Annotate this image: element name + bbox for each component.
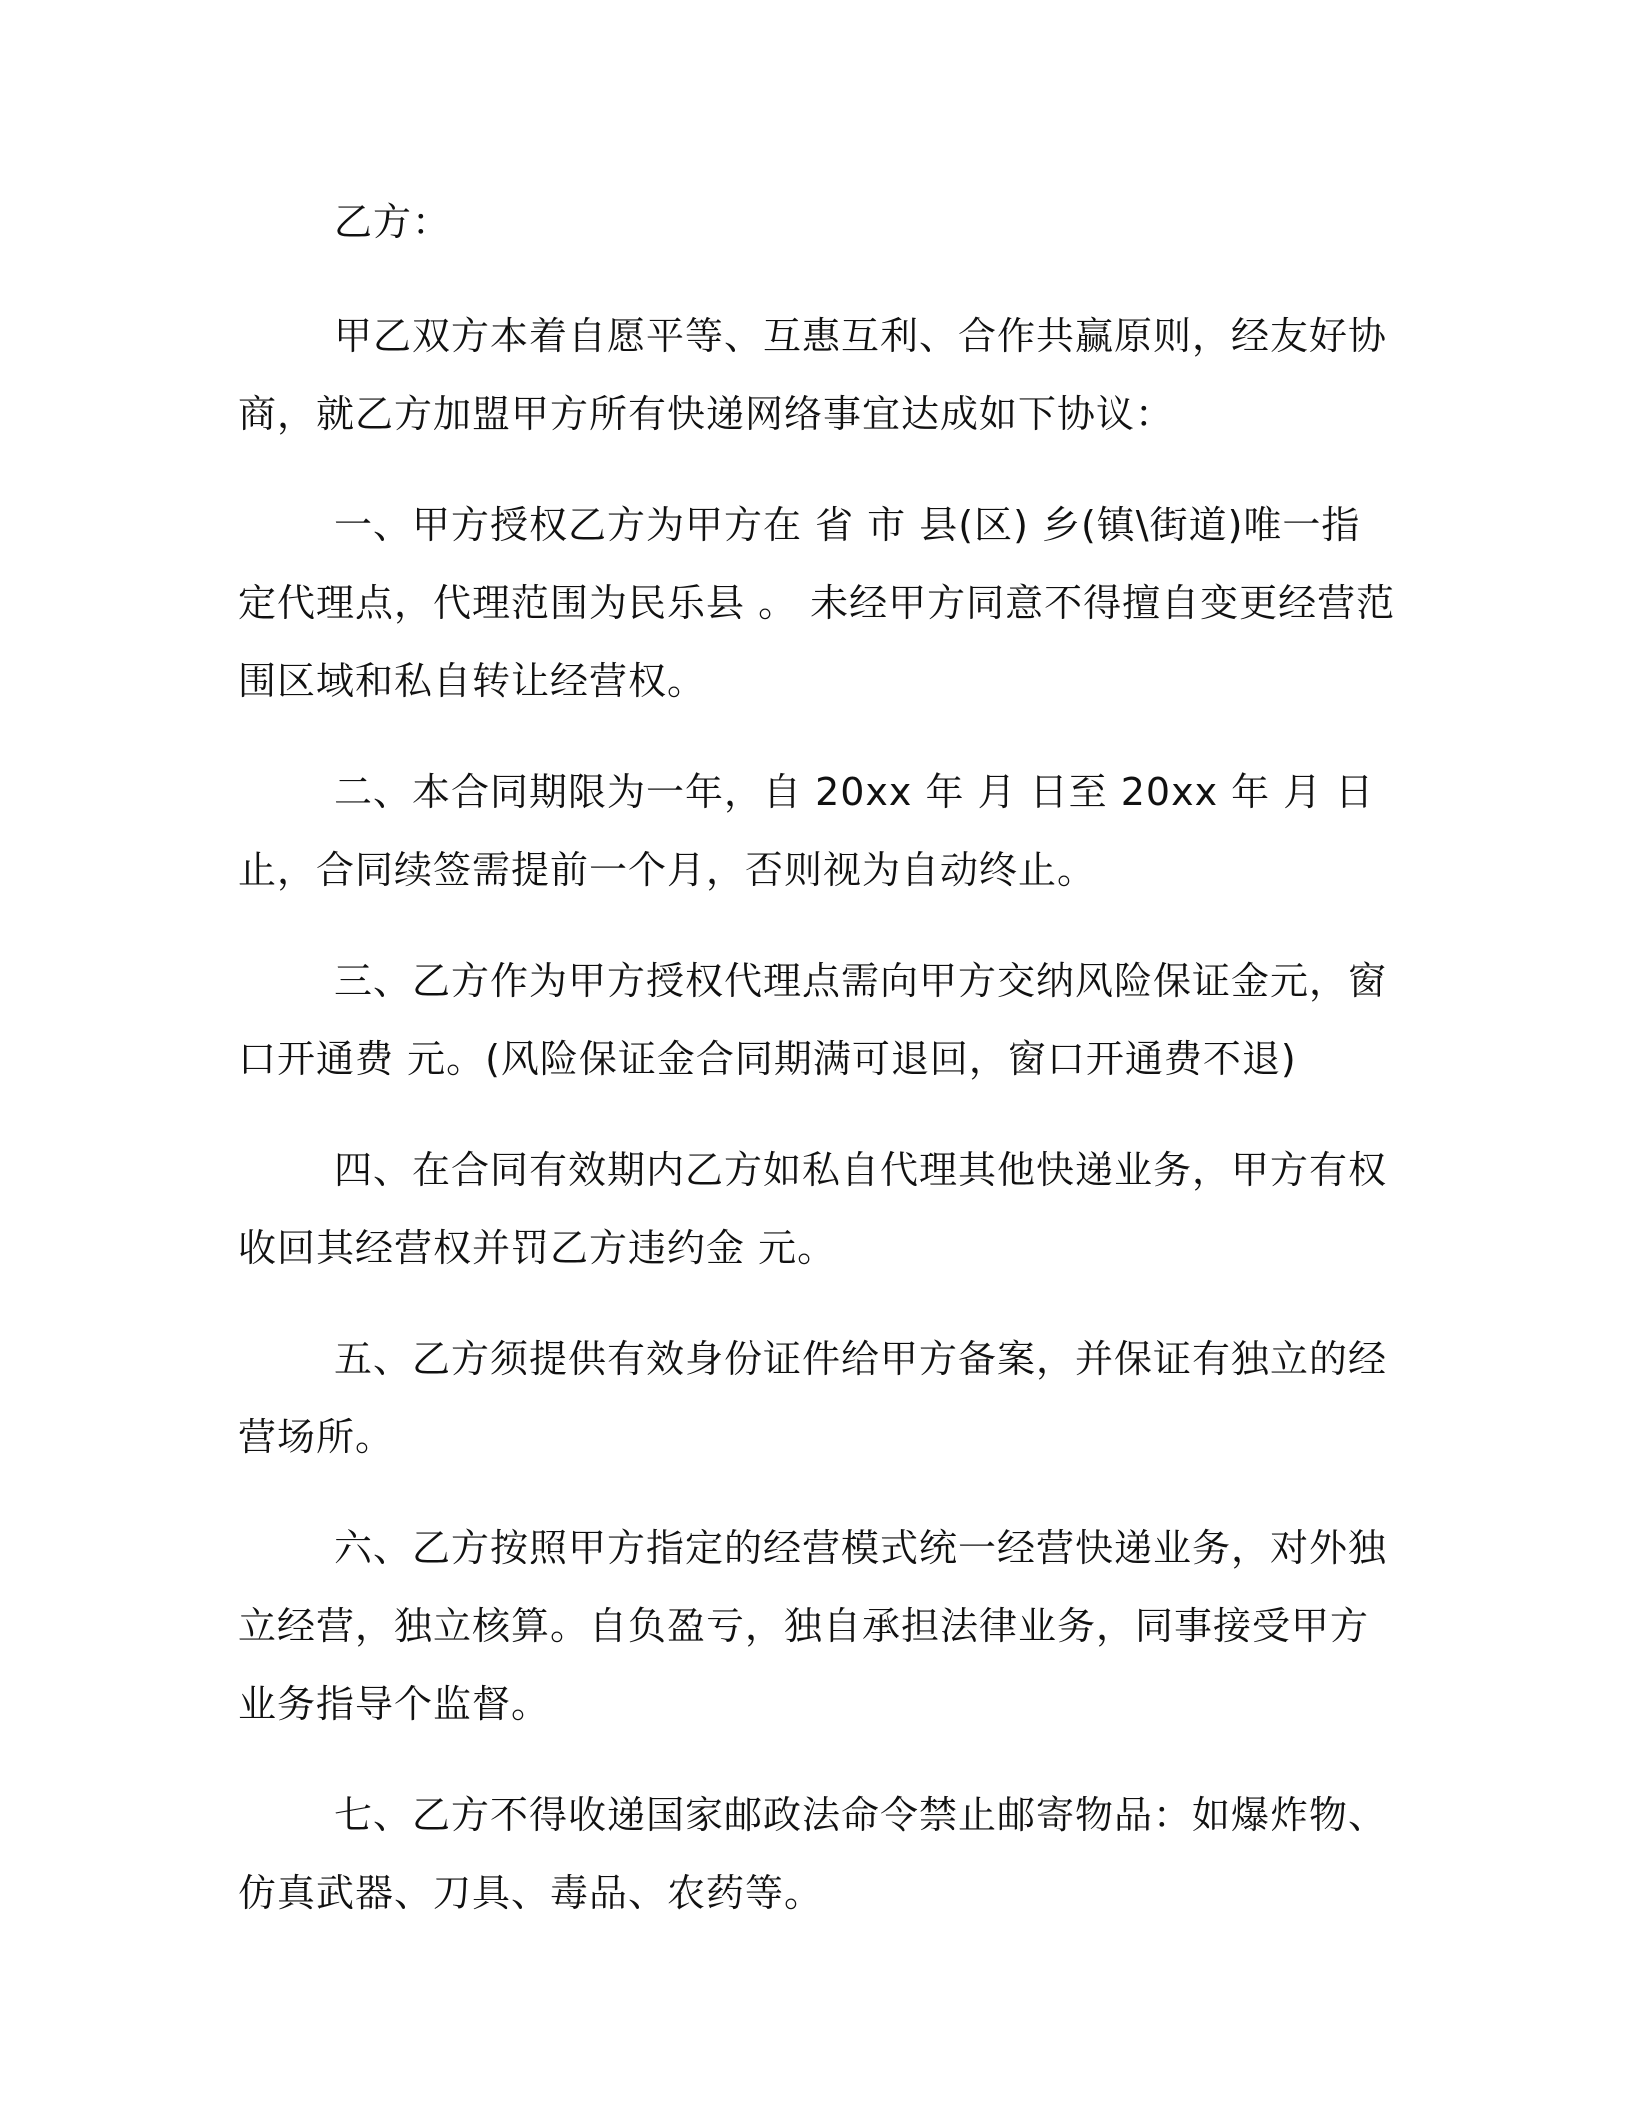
clause-7: 七、乙方不得收递国家邮政法命令禁止邮寄物品：如爆炸物、仿真武器、刀具、毒品、农药等。 — [238, 1793, 1388, 1915]
clause-3: 三、乙方作为甲方授权代理点需向甲方交纳风险保证金元，窗口开通费 元。(风险保证金合同期满可退回，窗口开通费不退) — [238, 959, 1388, 1081]
document-body — [238, 183, 1398, 1965]
clause-6: 六、乙方按照甲方指定的经营模式统一经营快递业务，对外独立经营，独立核算。自负盈亏，独自承担法律业务，同事接受甲方业务指导个监督。 — [238, 1526, 1388, 1726]
clause-1: 一、甲方授权乙方为甲方在 省 市 县(区) 乡(镇\街道)唯一指定代理点，代理范围为民乐县 。 未经甲方同意不得擅自变更经营范围区域和私自转让经营权。 — [238, 503, 1396, 703]
party-b-label: 乙方： — [334, 200, 452, 244]
clause-5: 五、乙方须提供有效身份证件给甲方备案，并保证有独立的经营场所。 — [238, 1337, 1388, 1459]
agreement-preamble: 甲乙双方本着自愿平等、互惠互利、合作共赢原则，经友好协商，就乙方加盟甲方所有快递网络事宜达成如下协议： — [238, 314, 1388, 436]
clause-2: 二、本合同期限为一年，自 20xx 年 月 日至 20xx 年 月 日止，合同续签需提前一个月，否则视为自动终止。 — [238, 770, 1375, 892]
clause-4: 四、在合同有效期内乙方如私自代理其他快递业务，甲方有权收回其经营权并罚乙方违约金 元。 — [238, 1148, 1388, 1270]
